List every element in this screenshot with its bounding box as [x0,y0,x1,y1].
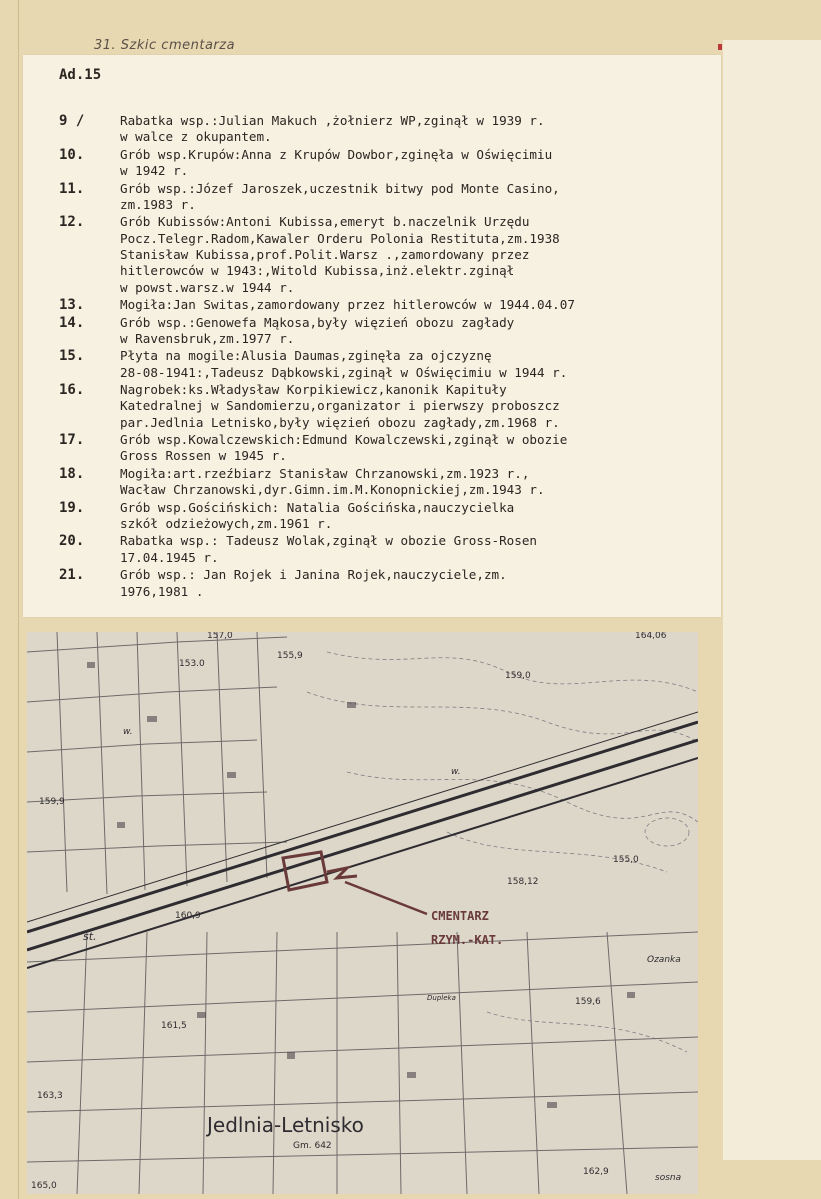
entry-text: Grób wsp.Kowalczewskich:Edmund Kowalczewski,zginął w obozie Gross Rossen w 1945 r. [120,432,568,464]
spot-height: 157,0 [207,632,233,641]
entry-number: 13. [59,297,85,314]
spot-height: 159,0 [505,671,531,681]
entry-number: 15. [59,348,85,365]
reference-label: Ad.15 [59,67,102,83]
entry-text: Grób wsp.Krupów:Anna z Krupów Dowbor,zginęła w Oświęcimiu w 1942 r. [120,146,553,179]
spot-height: 165,0 [31,1181,57,1191]
grave-entry [59,466,709,499]
spot-height: 162,9 [583,1167,609,1177]
street-label: Dupleka [427,994,456,1002]
spot-height: 161,5 [161,1021,187,1031]
topographic-map [27,632,698,1194]
entry-number: 21. [59,567,85,584]
spot-height: 155,9 [277,651,303,661]
page-heading: 31. Szkic cmentarza [94,38,236,53]
grave-entry [59,567,709,600]
grave-entry [59,214,709,295]
entry-text: Nagrobek:ks.Władysław Korpikiewicz,kanonik Kapituły Katedralnej w Sandomierzu,organizator i pierwszy proboszcz par.Jedlnia Letnisko,były więzień obozu zagłady,zm.1968 r. [120,382,560,430]
street-label: Ozanka [647,955,681,965]
entry-text: Płyta na mogile:Alusia Daumas,zginęła za ojczyznę 28-08-1941:,Tadeusz Dąbkowski,zginął w Oświęcimiu w 1944 r. [120,348,568,380]
spot-height: 164,06 [635,632,667,641]
spot-height: 158,12 [507,877,539,887]
entry-number: 17. [59,432,85,449]
gmina-code: Gm. 642 [293,1141,332,1151]
entry-number: 20. [59,533,85,550]
spot-height: 155,0 [613,855,639,865]
entry-text: Grób wsp.: Jan Rojek i Janina Rojek,nauczyciele,zm. 1976,1981 . [120,567,507,599]
grave-entry [59,181,709,214]
grave-entry [59,113,709,146]
cemetery-label: RZYM.-KAT. [431,933,504,947]
backing-sheet [723,40,821,1160]
grave-entry [59,533,709,566]
grave-entry [59,147,709,180]
spot-height: 163,3 [37,1091,63,1101]
entry-number: 16. [59,382,85,399]
water-label: w. [123,727,133,737]
grave-entry [59,315,709,348]
ink-mark [718,44,722,50]
grave-entry [59,382,709,431]
place-name: Jedlnia-Letnisko [207,1113,364,1137]
entry-number: 10. [59,146,85,163]
entry-text: Grób wsp.:Józef Jaroszek,uczestnik bitwy pod Monte Casino, zm.1983 r. [120,180,560,212]
entry-text: Rabatka wsp.: Tadeusz Wolak,zginął w obozie Gross-Rosen 17.04.1945 r. [120,533,538,565]
grave-entry [59,348,709,381]
entry-text: Mogiła:art.rzeźbiarz Stanisław Chrzanowski,zm.1923 r., Wacław Chrzanowski,dyr.Gimn.im.M.Konopnickiej,zm.1943 r. [120,465,545,498]
station-label: st. [83,930,97,943]
entry-text: Grób Kubissów:Antoni Kubissa,emeryt b.naczelnik Urzędu Pocz.Telegr.Radom,Kawaler Orderu Polonia Restituta,zm.1938 Stanisław Kubissa,prof.Polit.Warsz .,zamordowany przez hitlerowców w 1943:,Witold Kubissa,inż.elektr.zginął w powst.warsz.w 1944 r. [120,214,560,295]
spot-height: 160,9 [175,911,201,921]
entry-number: 18. [59,465,85,482]
entry-number: 12. [59,214,85,231]
cemetery-label: CMENTARZ [431,909,489,923]
entry-number: 9 / [59,113,85,129]
entry-text: Rabatka wsp.:Julian Makuch ,żołnierz WP,zginął w 1939 r. w walce z okupantem. [120,113,545,145]
grave-list [59,113,709,601]
page-fold-line [18,0,19,1199]
grave-entry [59,500,709,533]
map-background [27,632,698,1194]
grave-entry [59,297,709,313]
water-label: w. [451,767,461,777]
map-excerpt [27,632,698,1194]
spot-height: 159,6 [575,997,601,1007]
entry-text: Mogiła:Jan Switas,zamordowany przez hitlerowców w 1944.04.07 [120,297,575,313]
spot-height: 159,9 [39,797,65,807]
grave-entry [59,432,709,465]
entry-text: Grób wsp.Gościńskich: Natalia Gościńska,nauczycielka szkół odzieżowych,zm.1961 r. [120,499,515,531]
entry-number: 11. [59,180,85,197]
spot-height: 153.0 [179,659,205,669]
entry-text: Grób wsp.:Genowefa Mąkosa,były więzień obozu zagłady w Ravensbruk,zm.1977 r. [120,314,515,346]
entry-number: 19. [59,499,85,516]
forest-label: sosna [655,1173,682,1183]
entry-number: 14. [59,314,85,331]
